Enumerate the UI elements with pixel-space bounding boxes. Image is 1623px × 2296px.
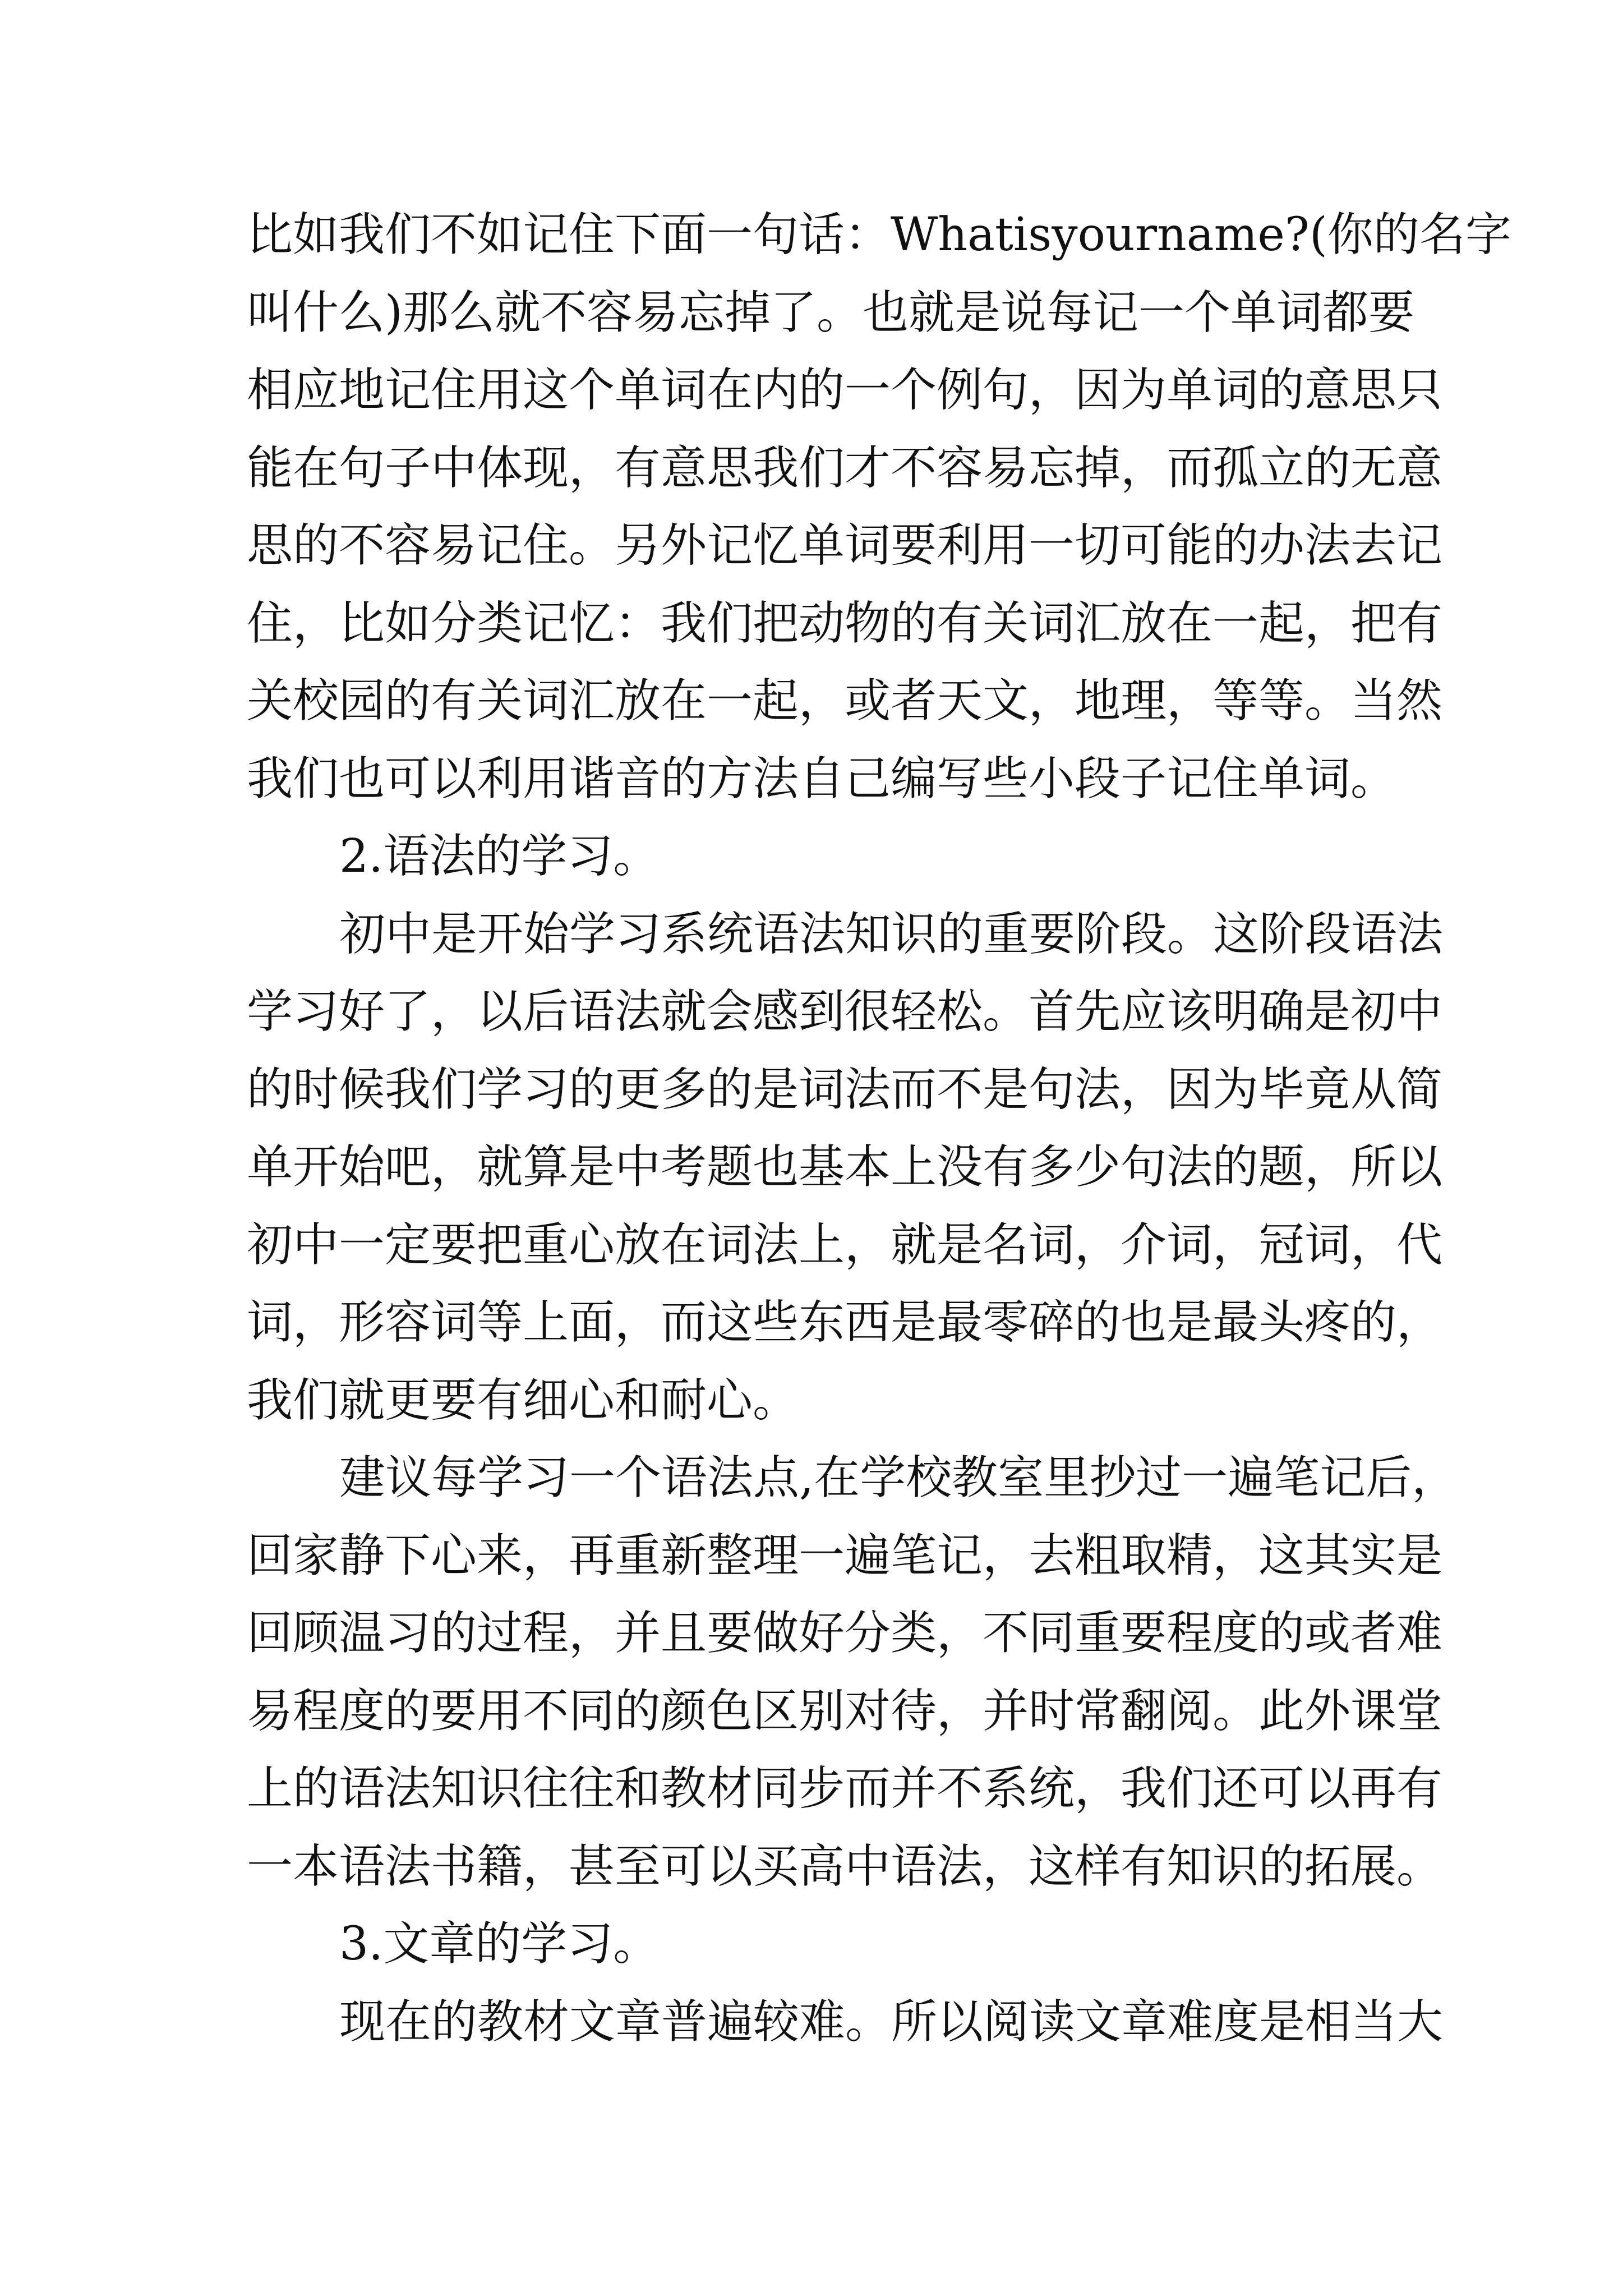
- text-line: 我们也可以利用谐音的方法自己编写些小段子记住单词。: [247, 752, 1397, 806]
- text-line: 初中一定要把重心放在词法上，就是名词，介词，冠词，代: [247, 1218, 1443, 1272]
- text-line: 学习好了，以后语法就会感到很轻松。首先应该明确是初中: [247, 985, 1443, 1038]
- text-line: 回家静下心来，再重新整理一遍笔记，去粗取精，这其实是: [247, 1529, 1443, 1582]
- text-line: 比如我们不如记住下面一句话：Whatisyourname?(你的名字: [247, 208, 1511, 261]
- text-line: 的时候我们学习的更多的是词法而不是句法，因为毕竟从简: [247, 1062, 1443, 1116]
- text-line: 词，形容词等上面，而这些东西是最零碎的也是最头疼的，: [247, 1296, 1443, 1349]
- text-line: 思的不容易记住。另外记忆单词要利用一切可能的办法去记: [247, 519, 1443, 572]
- paragraph-first-line: 建议每学习一个语法点,在学校教室里抄过一遍笔记后，: [339, 1451, 1458, 1504]
- section-heading: 3.文章的学习。: [339, 1917, 660, 1971]
- text-line: 能在句子中体现，有意思我们才不容易忘掉，而孤立的无意: [247, 441, 1443, 495]
- text-line: 我们就更要有细心和耐心。: [247, 1373, 799, 1427]
- text-line: 住，比如分类记忆：我们把动物的有关词汇放在一起，把有: [247, 596, 1443, 650]
- text-line: 一本语法书籍，甚至可以买高中语法，这样有知识的拓展。: [247, 1839, 1443, 1893]
- paragraph-first-line: 现在的教材文章普遍较难。所以阅读文章难度是相当大: [339, 1995, 1444, 2049]
- text-line: 上的语法知识往往和教材同步而并不系统，我们还可以再有: [247, 1762, 1443, 1815]
- text-line: 回顾温习的过程，并且要做好分类，不同重要程度的或者难: [247, 1607, 1443, 1660]
- text-line: 单开始吧，就算是中考题也基本上没有多少句法的题，所以: [247, 1140, 1443, 1194]
- body-text: [247, 196, 1511, 2061]
- paragraph-first-line: 初中是开始学习系统语法知识的重要阶段。这阶段语法: [339, 907, 1444, 961]
- text-line: 叫什么)那么就不容易忘掉了。也就是说每记一个单词都要: [247, 286, 1414, 339]
- text-line: 易程度的要用不同的颜色区别对待，并时常翻阅。此外课堂: [247, 1684, 1443, 1738]
- section-heading: 2.语法的学习。: [339, 830, 660, 883]
- text-line: 相应地记住用这个单词在内的一个例句，因为单词的意思只: [247, 364, 1443, 417]
- text-line: 关校园的有关词汇放在一起，或者天文，地理，等等。当然: [247, 674, 1443, 728]
